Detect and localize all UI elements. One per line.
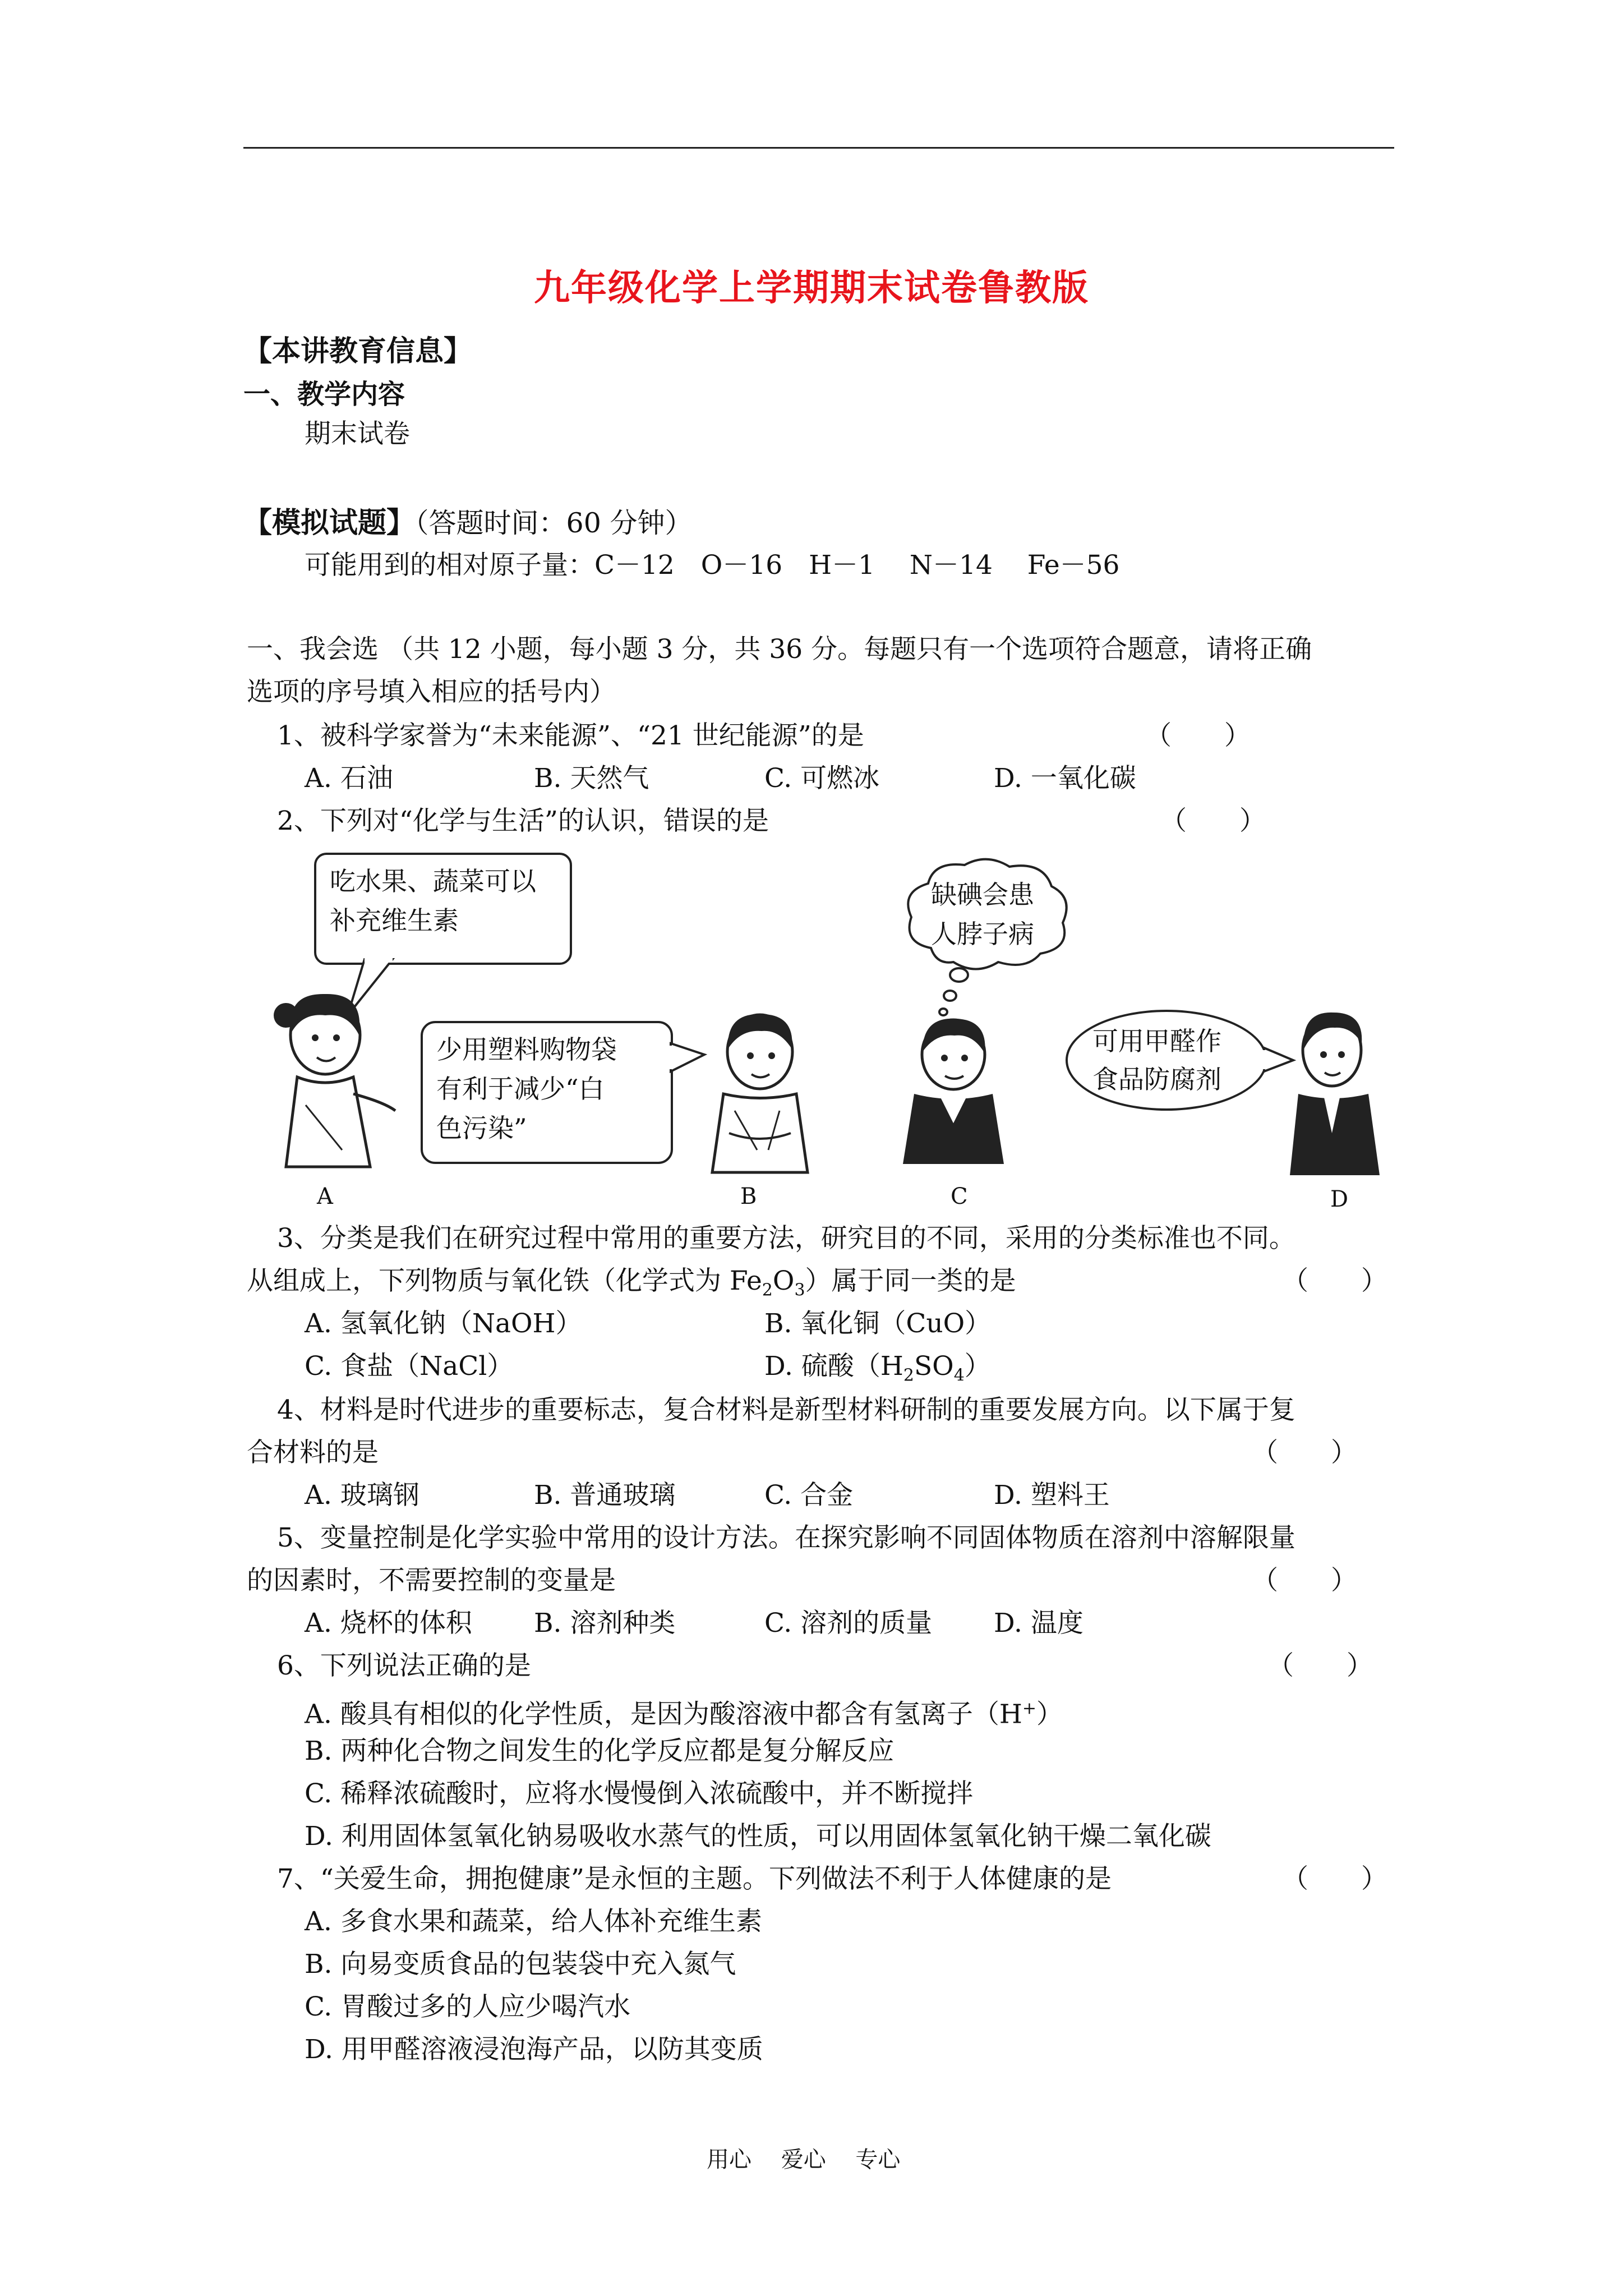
q4-line1: 4、材料是时代进步的重要标志，复合材料是新型材料研制的重要发展方向。以下属于复 <box>277 1395 1295 1425</box>
page-footer: 用心 爱心 专心 <box>707 2147 901 2173</box>
q1-option-b: B. 天然气 <box>534 763 649 794</box>
figure-label-a: A <box>317 1184 333 1209</box>
q7-option-b: B. 向易变质食品的包装袋中充入氮气 <box>305 1949 736 1980</box>
figure-label-c: C <box>951 1184 968 1209</box>
q7-option-a: A. 多食水果和蔬菜，给人体补充维生素 <box>305 1906 762 1937</box>
sim-heading-line <box>243 499 692 541</box>
header-rule <box>243 147 1394 149</box>
q4-line2: 合材料的是 <box>247 1437 379 1468</box>
q1-answer-paren: （ ） <box>1145 720 1251 751</box>
q3-option-a: A. 氢氧化钠（NaOH） <box>305 1308 582 1339</box>
q1-option-c: C. 可燃冰 <box>764 763 880 794</box>
q3-option-d-sub-2: 4 <box>953 1365 965 1386</box>
bubble-a-line2: 补充维生素 <box>330 905 459 936</box>
bubble-b-line2: 有利于减少“白 <box>436 1074 605 1104</box>
q3-option-d-mid: SO <box>914 1351 954 1382</box>
q1-option-d: D. 一氧化碳 <box>994 763 1136 794</box>
bubble-c <box>931 875 1034 954</box>
bubble-a-line1: 吃水果、蔬菜可以 <box>330 866 536 896</box>
q3-line1: 3、分类是我们在研究过程中常用的重要方法，研究目的不同，采用的分类标准也不同。 <box>277 1223 1295 1254</box>
bubble-c-line2: 人脖子病 <box>931 919 1034 949</box>
bubble-b <box>421 1021 673 1164</box>
q7-option-c: C. 胃酸过多的人应少喝汽水 <box>305 1991 631 2022</box>
q7-option-d: D. 用甲醛溶液浸泡海产品，以防其变质 <box>305 2034 763 2065</box>
q5-answer-paren: （ ） <box>1252 1565 1357 1596</box>
q3-option-d <box>764 1350 991 1392</box>
q5-option-a: A. 烧杯的体积 <box>305 1608 472 1639</box>
figure-label-b: B <box>740 1184 757 1209</box>
bubble-d-line2: 食品防腐剂 <box>1092 1064 1221 1094</box>
q6-stem: 6、下列说法正确的是 <box>277 1650 531 1681</box>
bubble-b-line3: 色污染” <box>436 1113 527 1143</box>
q3-line2-post: ）属于同一类的是 <box>805 1266 1016 1296</box>
q2-answer-paren: （ ） <box>1160 806 1266 836</box>
q1-option-a: A. 石油 <box>305 763 393 794</box>
person-c-boy-icon <box>892 1010 1021 1167</box>
q4-option-b: B. 普通玻璃 <box>534 1480 676 1511</box>
part-one-line2: 选项的序号填入相应的括号内） <box>247 677 616 707</box>
person-d-man-icon <box>1279 1004 1391 1178</box>
q4-answer-paren: （ ） <box>1252 1437 1357 1468</box>
q4-option-c: C. 合金 <box>764 1480 854 1511</box>
q2-cartoon-figure <box>247 841 1391 1212</box>
content-item: 期末试卷 <box>305 418 410 449</box>
q3-sub-1: 2 <box>762 1280 773 1300</box>
info-heading: 【本讲教育信息】 <box>243 334 473 368</box>
q6-option-a <box>305 1692 1063 1732</box>
q3-line2 <box>247 1264 1016 1307</box>
part-one-line1: 一、我会选 （共 12 小题，每小题 3 分，共 36 分。每题只有一个选项符合题意，请将正确 <box>247 634 1312 665</box>
q7-stem: 7、“关爱生命，拥抱健康”是永恒的主题。下列做法不利于人体健康的是 <box>277 1864 1112 1894</box>
q6-option-b: B. 两种化合物之间发生的化学反应都是复分解反应 <box>305 1736 895 1766</box>
q6-option-a-post: ） <box>1036 1699 1063 1730</box>
atomic-masses: 可能用到的相对原子量：C－12 O－16 H－1 N－14 Fe－56 <box>305 550 1120 581</box>
q1-stem: 1、被科学家誉为“未来能源”、“21 世纪能源”的是 <box>277 720 864 751</box>
figure-label-d: D <box>1330 1186 1349 1212</box>
q5-option-b: B. 溶剂种类 <box>534 1608 676 1639</box>
q3-option-d-pre: D. 硫酸（H <box>764 1351 903 1382</box>
q4-option-a: A. 玻璃钢 <box>305 1480 419 1511</box>
time-note: （答题时间：60 分钟） <box>415 507 693 539</box>
q5-option-c: C. 溶剂的质量 <box>764 1608 933 1639</box>
bubble-b-line1: 少用塑料购物袋 <box>436 1034 617 1065</box>
q3-answer-paren: （ ） <box>1282 1266 1387 1296</box>
q3-option-d-sub-1: 2 <box>903 1365 914 1386</box>
q3-option-d-post: ） <box>964 1351 991 1382</box>
q5-line1: 5、变量控制是化学实验中常用的设计方法。在探究影响不同固体物质在溶剂中溶解限量 <box>277 1522 1295 1553</box>
q3-option-b: B. 氧化铜（CuO） <box>764 1308 992 1339</box>
q4-option-d: D. 塑料王 <box>994 1480 1110 1511</box>
page-title: 九年级化学上学期期末试卷鲁教版 <box>534 267 1089 309</box>
q6-option-a-pre: A. 酸具有相似的化学性质，是因为酸溶液中都含有氢离子（H <box>305 1699 1022 1730</box>
q3-option-c: C. 食盐（NaCl） <box>305 1351 514 1382</box>
section-heading: 一、教学内容 <box>243 379 405 410</box>
bubble-a <box>314 853 572 965</box>
q3-line2-mid: O <box>772 1266 795 1296</box>
q6-option-d: D. 利用固体氢氧化钠易吸收水蒸气的性质，可以用固体氢氧化钠干燥二氧化碳 <box>305 1821 1211 1852</box>
q6-answer-paren: （ ） <box>1267 1650 1373 1681</box>
person-b-boy-icon <box>695 1004 824 1178</box>
q2-stem: 2、下列对“化学与生活”的认识，错误的是 <box>277 806 769 836</box>
q3-line2-pre: 从组成上，下列物质与氧化铁（化学式为 Fe <box>247 1266 762 1296</box>
sim-heading: 【模拟试题】 <box>243 506 416 540</box>
person-a-girl-icon <box>264 982 404 1178</box>
q6-option-c: C. 稀释浓硫酸时，应将水慢慢倒入浓硫酸中，并不断搅拌 <box>305 1778 974 1809</box>
q7-answer-paren: （ ） <box>1282 1864 1387 1894</box>
q5-line2: 的因素时，不需要控制的变量是 <box>247 1565 616 1596</box>
q3-sub-2: 3 <box>794 1280 805 1300</box>
bubble-d <box>1066 1010 1267 1111</box>
q6-option-a-sup: + <box>1022 1699 1036 1718</box>
bubble-c-line1: 缺碘会患 <box>931 880 1034 910</box>
q5-option-d: D. 温度 <box>994 1608 1083 1639</box>
bubble-d-line1: 可用甲醛作 <box>1092 1026 1221 1056</box>
